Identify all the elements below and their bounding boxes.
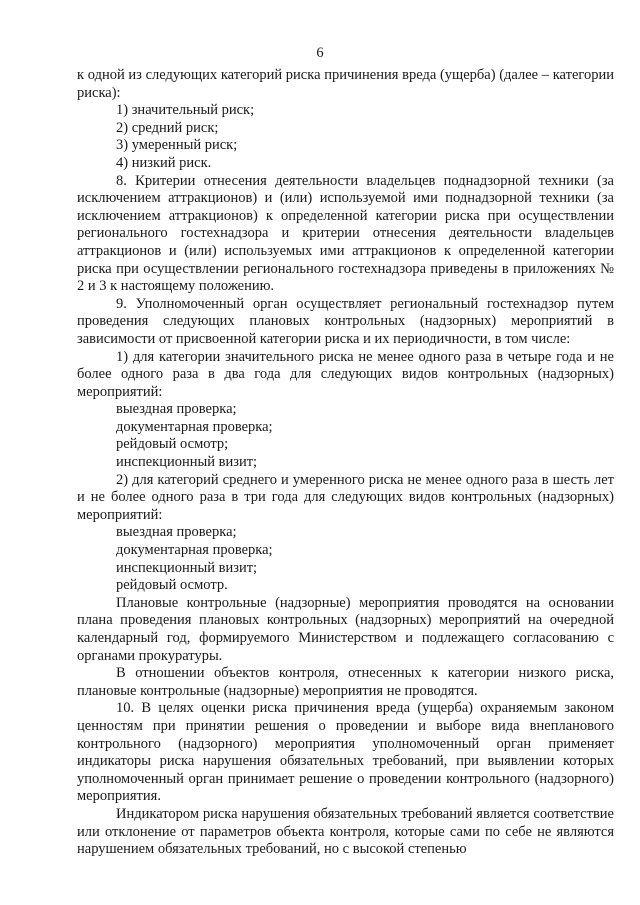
list-item-document-inspection: документарная проверка; — [116, 418, 273, 435]
document-body — [77, 67, 614, 859]
paragraph-clause-8: 8. Критерии отнесения деятельности владельцев поднадзорной техники (за исключением аттракционов) и (или) используемой ими поднадзорной техники (за исключением аттракционов) к определенной категории риска при осуществлении регионального гостехнадзора и критерии отнесения деятельности владельцев аттракционов и (или) используемых ими аттракционов к определенной категории риска при осуществлении регионального гостехнадзора приведены в приложениях № 2 и 3 к настоящему положению. — [77, 172, 614, 295]
list-item-inspection-visit-2: инспекционный визит; — [116, 559, 258, 576]
list-item-document-inspection-2: документарная проверка; — [116, 542, 273, 559]
paragraph-clause-9: 9. Уполномоченный орган осуществляет региональный гостехнадзор путем проведения следующих плановых контрольных (надзорных) мероприятий в зависимости от присвоенной категории риска и их периодичности, в том числе: — [77, 295, 614, 347]
paragraph-intro: к одной из следующих категорий риска причинения вреда (ущерба) (далее – категории риска): — [77, 67, 614, 101]
paragraph-risk-indicator: Индикатором риска нарушения обязательных требований является соответствие или отклонение от параметров объекта контроля, которые сами по себе не являются нарушением обязательных требований, но с высокой степенью — [77, 805, 614, 858]
list-item-risk-medium: 2) средний риск; — [116, 119, 219, 136]
list-item-inspection-visit: инспекционный визит; — [116, 454, 258, 471]
paragraph-clause-9-1: 1) для категории значительного риска не менее одного раза в четыре года и не более одного раза в два года для следующих видов контрольных (надзорных) мероприятий: — [77, 348, 614, 400]
paragraph-clause-9-2: 2) для категорий среднего и умеренного риска не менее одного раза в шесть лет и не более одного раза в три года для следующих видов контрольных (надзорных) мероприятий: — [77, 471, 614, 523]
list-item-raid-inspection: рейдовый осмотр; — [116, 436, 229, 453]
page-number: 6 — [316, 45, 324, 61]
paragraph-planned-measures: Плановые контрольные (надзорные) мероприятия проводятся на основании плана проведения плановых контрольных (надзорных) мероприятий на очередной календарный год, формируемого Министерством и подлежащего согласованию с органами прокуратуры. — [77, 594, 614, 664]
list-item-onsite-inspection: выездная проверка; — [116, 401, 237, 418]
list-item-raid-inspection-2: рейдовый осмотр. — [116, 577, 228, 594]
list-item-risk-low: 4) низкий риск. — [116, 154, 212, 171]
paragraph-clause-10: 10. В целях оценки риска причинения вреда (ущерба) охраняемым законом ценностям при принятии решения о проведении и выборе вида внепланового контрольного (надзорного) мероприятия уполномоченный орган применяет индикаторы риска нарушения обязательных требований, при выявлении которых уполномоченный орган принимает решение о проведении контрольного (надзорного) мероприятия. — [77, 700, 614, 805]
list-item-risk-moderate: 3) умеренный риск; — [116, 137, 238, 154]
paragraph-low-risk: В отношении объектов контроля, отнесенных к категории низкого риска, плановые контрольные (надзорные) мероприятия не проводятся. — [77, 665, 614, 699]
list-item-risk-significant: 1) значительный риск; — [116, 102, 255, 119]
list-item-onsite-inspection-2: выездная проверка; — [116, 524, 237, 541]
